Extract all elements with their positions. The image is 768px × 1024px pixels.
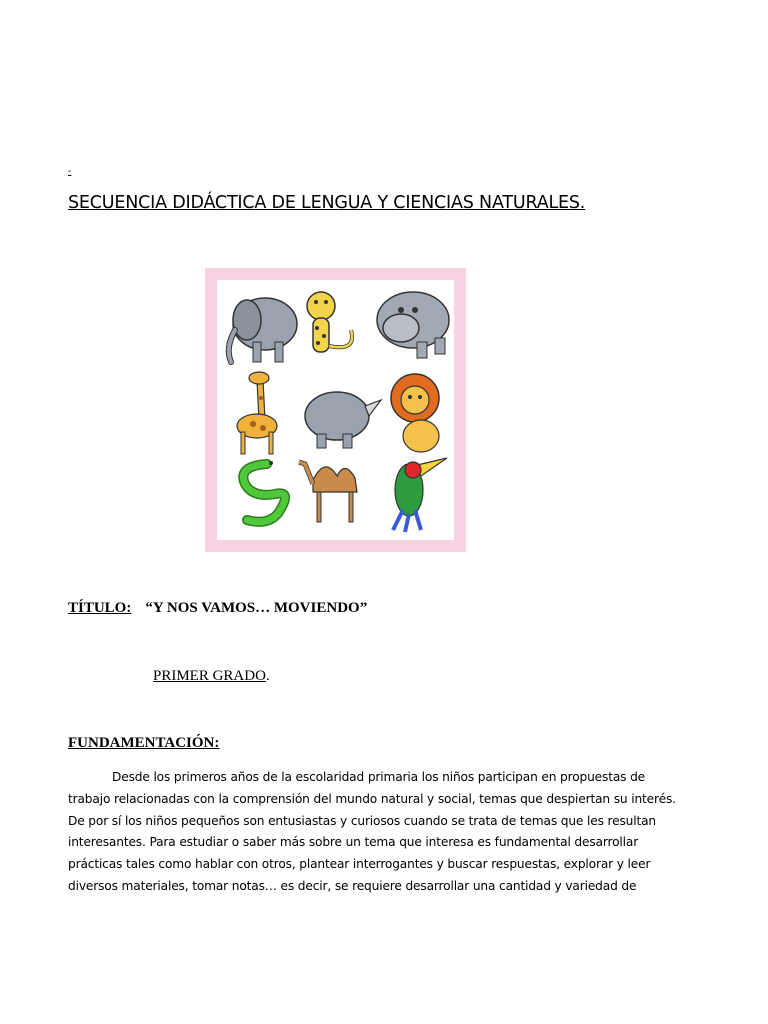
animals-illustration [205, 268, 466, 552]
titulo-value: “Y NOS VAMOS… MOVIENDO” [145, 600, 368, 616]
paragraph-line: prácticas tales como hablar con otros, plantear interrogantes y buscar respuestas, explorar y leer [68, 857, 651, 872]
stray-mark: - [68, 166, 72, 177]
illustration-canvas [217, 280, 454, 540]
grade-period: . [265, 668, 270, 684]
title-line [68, 600, 367, 617]
paragraph-line: Desde los primeros años de la escolaridad primaria los niños participan en propuestas de [112, 770, 646, 784]
animals-drawing [217, 280, 454, 540]
cheetah-icon [307, 292, 352, 352]
lion-icon [391, 374, 439, 452]
rhino-icon [305, 392, 381, 448]
paragraph-line: diversos materiales, tomar notas… es decir, se requiere desarrollar una cantidad y variedad de [68, 878, 637, 893]
elephant-icon [229, 298, 297, 362]
hippo-icon [377, 292, 449, 358]
fundamentacion-heading: FUNDAMENTACIÓN: [68, 735, 220, 751]
main-title: SECUENCIA DIDÁCTICA DE LENGUA Y CIENCIAS NATURALES. [68, 193, 586, 213]
paragraph-line: trabajo relacionadas con la comprensión del mundo natural y social, temas que despiertan su interés. [68, 791, 676, 806]
grade-text: PRIMER GRADO [153, 668, 266, 684]
camel-icon [299, 462, 357, 522]
titulo-label: TÍTULO: [68, 600, 132, 616]
grade-line [153, 668, 270, 685]
paragraph-line: interesantes. Para estudiar o saber más sobre un tema que interesa es fundamental desarrollar [68, 835, 639, 850]
paragraph-line: De por sí los niños pequeños son entusiastas y curiosos cuando se trata de temas que les resultan [68, 813, 656, 828]
fundamentacion-paragraph [68, 767, 708, 898]
snake-icon [243, 461, 285, 522]
giraffe-icon [237, 372, 277, 454]
toucan-icon [393, 458, 447, 532]
